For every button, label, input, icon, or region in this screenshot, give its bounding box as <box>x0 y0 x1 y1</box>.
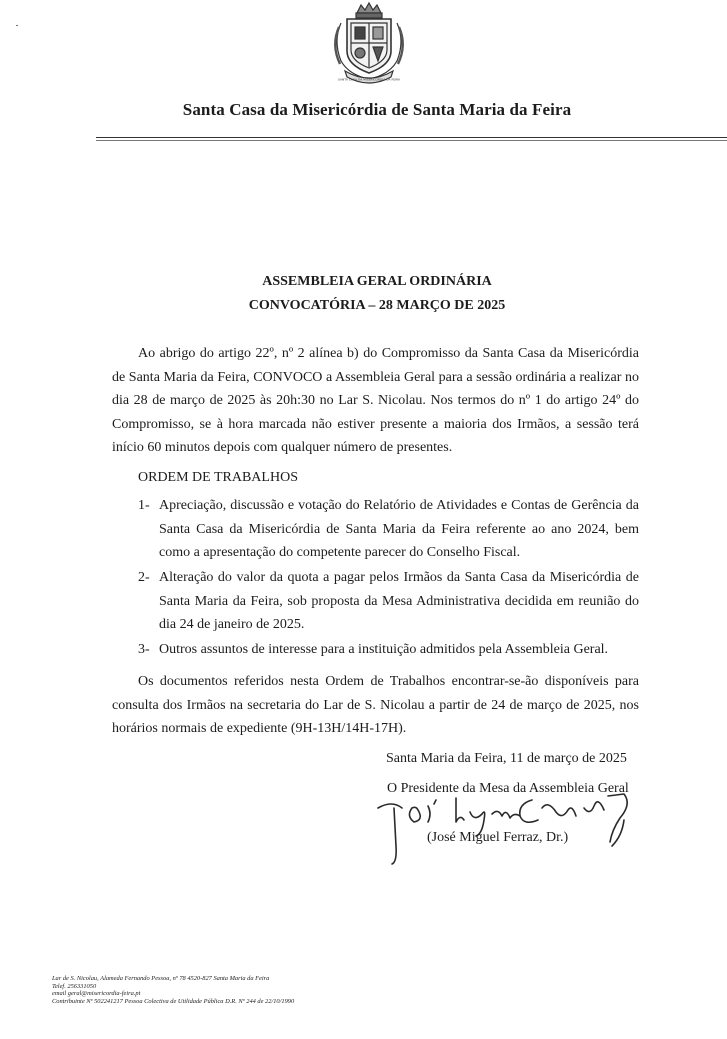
signatory-role: O Presidente da Mesa da Assembleia Geral <box>387 781 629 796</box>
signatory-name: (José Miguel Ferraz, Dr.) <box>427 830 569 845</box>
agenda-item-text: Outros assuntos de interesse para a instituição admitidos pela Assembleia Geral. <box>159 642 609 657</box>
agenda-item-text: Alteração do valor da quota a pagar pelos Irmãos da Santa Casa da Misericórdia de Santa Maria da Feira, sob proposta da Mesa Administrativa decidida em reunião do dia 24 de janeiro de 2025. <box>159 570 639 632</box>
agenda-item <box>138 638 639 662</box>
document-subtitle: CONVOCATÓRIA – 28 MARÇO DE 2025 <box>248 298 506 313</box>
agenda-item <box>138 494 639 565</box>
handwritten-signature <box>372 786 640 868</box>
footer-phone: Telef. 256331050 <box>52 982 97 990</box>
closing-paragraph: Os documentos referidos nesta Ordem de Trabalhos encontrar-se-ão disponíveis para consulta dos Irmãos na secretaria do Lar de S. Nicolau a partir de 24 de março de 2025, nos horários normais de expediente (9H-13H/14H-17H). <box>112 674 639 736</box>
header-divider <box>96 137 727 138</box>
agenda-heading: ORDEM DE TRABALHOS <box>138 470 298 485</box>
scan-speck <box>16 25 18 26</box>
footer-contact <box>52 975 294 1005</box>
agenda-item-number: 2- <box>138 570 150 585</box>
organization-name: Santa Casa da Misericórdia de Santa Maria da Feira <box>182 100 572 119</box>
agenda-item <box>138 566 639 637</box>
footer-address: Lar de S. Nicolau, Alameda Fernando Pessoa, nº 78 4520-827 Santa Maria da Feira <box>52 975 270 982</box>
footer-registry: Contribuinte Nº 502241217 Pessoa Colectiva de Utilidade Pública D.R. Nº 244 de 22/10/1990 <box>52 997 295 1005</box>
intro-paragraph: Ao abrigo do artigo 22º, nº 2 alínea b) do Compromisso da Santa Casa da Misericórdia de Santa Maria da Feira, CONVOCO a Assembleia Geral para a sessão ordinária a realizar no dia 28 de março de 2025 às 20h:30 no Lar S. Nicolau. Nos termos do nº 1 do artigo 24º do Compromisso, se à hora marcada não estiver presente a maioria dos Irmãos, a sessão terá início 60 minutos depois com qualquer número de presentes. <box>112 346 639 455</box>
place-and-date: Santa Maria da Feira, 11 de março de 2025 <box>386 751 627 766</box>
seal-banner-text: SANTA CASA DA MISERICÓRDIA DA FEIRA <box>337 77 401 82</box>
document-title: ASSEMBLEIA GERAL ORDINÁRIA <box>262 274 492 289</box>
agenda-item-text: Apreciação, discussão e votação do Relatório de Atividades e Contas de Gerência da Santa Casa da Misericórdia de Santa Maria da Feira referente ao ano 2024, bem como a apresentação do competente parecer do Conselho Fiscal. <box>159 498 639 560</box>
coat-of-arms-seal <box>327 1 411 87</box>
header-divider-secondary <box>96 140 727 141</box>
footer-email: email geral@misericordia-feira.pt <box>52 990 141 998</box>
agenda-item-number: 3- <box>138 642 150 657</box>
agenda-item-number: 1- <box>138 498 150 513</box>
